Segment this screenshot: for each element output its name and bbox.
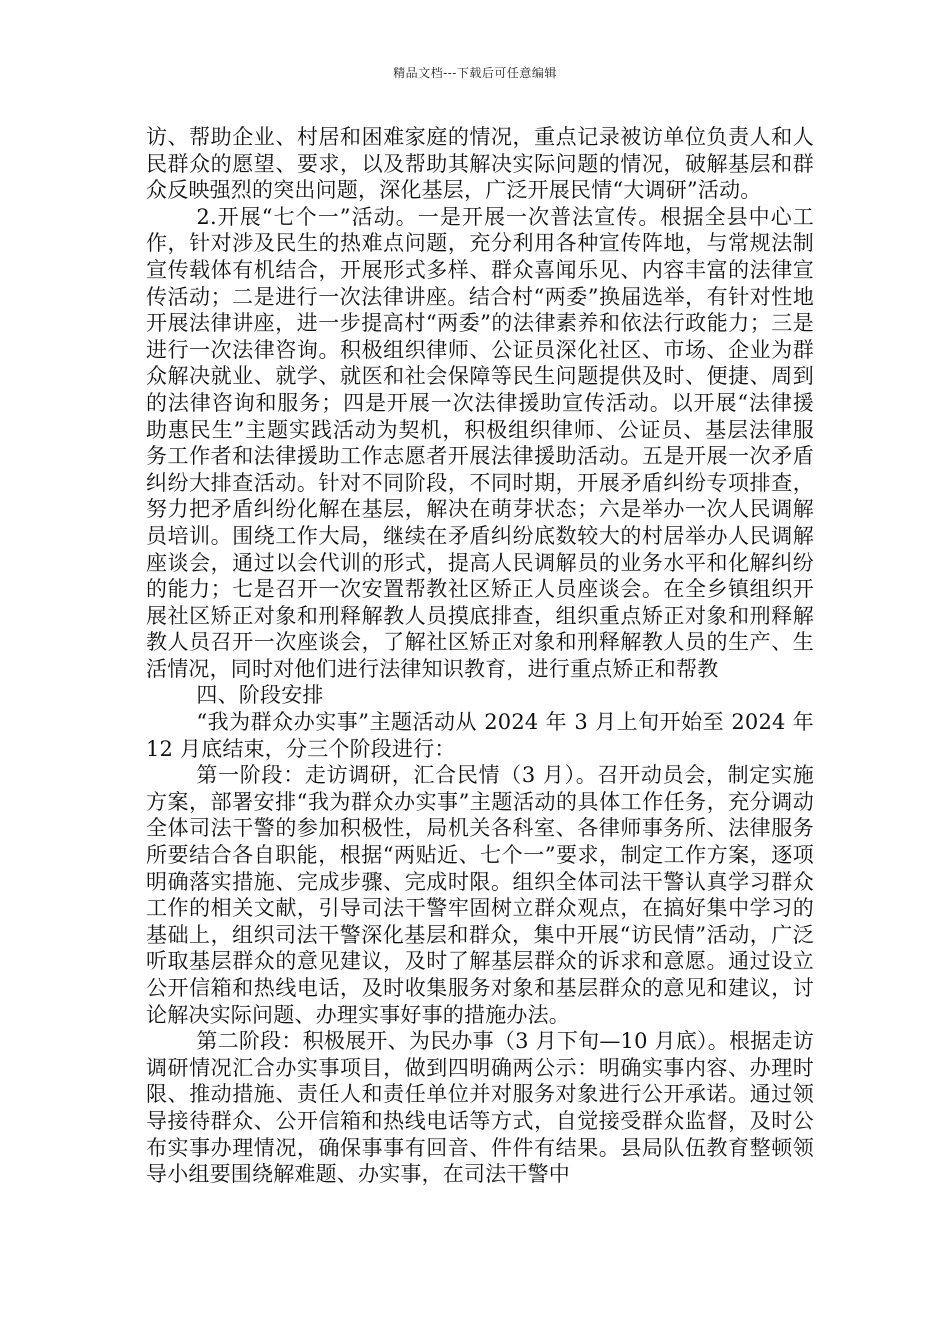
paragraph: 访、帮助企业、村居和困难家庭的情况，重点记录被访单位负责人和人民群众的愿望、要求，以及帮助其解决实际问题的情况，破解基层和群众反映强烈的突出问题，深化基层，广泛开展民情“大调研”活动。 [146,125,814,203]
paragraph: 第二阶段：积极展开、为民办事（3 月下旬—10 月底）。根据走访调研情况汇合办实事项目，做到四明确两公示：明确实事内容、办理时限、推动措施、责任人和责任单位并对服务对象进行公开承诺。通过领导接待群众、公开信箱和热线电话等方式，自觉接受群众监督，及时公布实事办理情况，确保事事有回音、件件有结果。县局队伍教育整顿领导小组要围绕解难题、办实事，在司法干警中 [146,1029,814,1187]
page-header: 精品文档---下载后可任意编辑 [393,66,557,80]
paragraph: “我为群众办实事”主题活动从 2024 年 3 月上旬开始至 2024 年 12 月底结束，分三个阶段进行： [146,710,814,761]
document-body [146,124,814,1188]
paragraph: 2.开展“七个一”活动。一是开展一次普法宣传。根据全县中心工作，针对涉及民生的热难点问题，充分利用各种宣传阵地，与常规法制宣传载体有机结合，开展形式多样、群众喜闻乐见、内容丰富的法律宣传活动；二是进行一次法律讲座。结合村“两委”换届选举，有针对性地开展法律讲座，进一步提高村“两委”的法律素养和依法行政能力；三是进行一次法律咨询。积极组织律师、公证员深化社区、市场、企业为群众解决就业、就学、就医和社会保障等民生问题提供及时、便捷、周到的法律咨询和服务；四是开展一次法律援助宣传活动。以开展“法律援助惠民生”主题实践活动为契机，积极组织律师、公证员、基层法律服务工作者和法律援助工作志愿者开展法律援助活动。五是开展一次矛盾纠纷大排查活动。针对不同阶段，不同时期，开展矛盾纠纷专项排查，努力把矛盾纠纷化解在基层，解决在萌芽状态；六是举办一次人民调解员培训。围绕工作大局，继续在矛盾纠纷底数较大的村居举办人民调解座谈会，通过以会代训的形式，提高人民调解员的业务水平和化解纠纷的能力；七是召开一次安置帮教社区矫正人员座谈会。在全乡镇组织开展社区矫正对象和刑释解教人员摸底排查，组织重点矫正对象和刑释解教人员召开一次座谈会，了解社区矫正对象和刑释解教人员的生产、生活情况，同时对他们进行法律知识教育，进行重点矫正和帮教 [146,204,814,681]
section-heading: 四、阶段安排 [196,683,324,708]
paragraph: 第一阶段：走访调研，汇合民情（3 月）。召开动员会，制定实施方案，部署安排“我为群众办实事”主题活动的具体工作任务，充分调动全体司法干警的参加积极性，局机关各科室、各律师事务所、法律服务所要结合各自职能，根据“两贴近、七个一”要求，制定工作方案，逐项明确落实措施、完成步骤、完成时限。组织全体司法干警认真学习群众工作的相关文献，引导司法干警牢固树立群众观点，在搞好集中学习的基础上，组织司法干警深化基层和群众，集中开展“访民情”活动，广泛听取基层群众的意见建议，及时了解基层群众的诉求和意愿。通过设立公开信箱和热线电话，及时收集服务对象和基层群众的意见和建议，讨论解决实际问题、办理实事好事的措施办法。 [146,763,814,1027]
